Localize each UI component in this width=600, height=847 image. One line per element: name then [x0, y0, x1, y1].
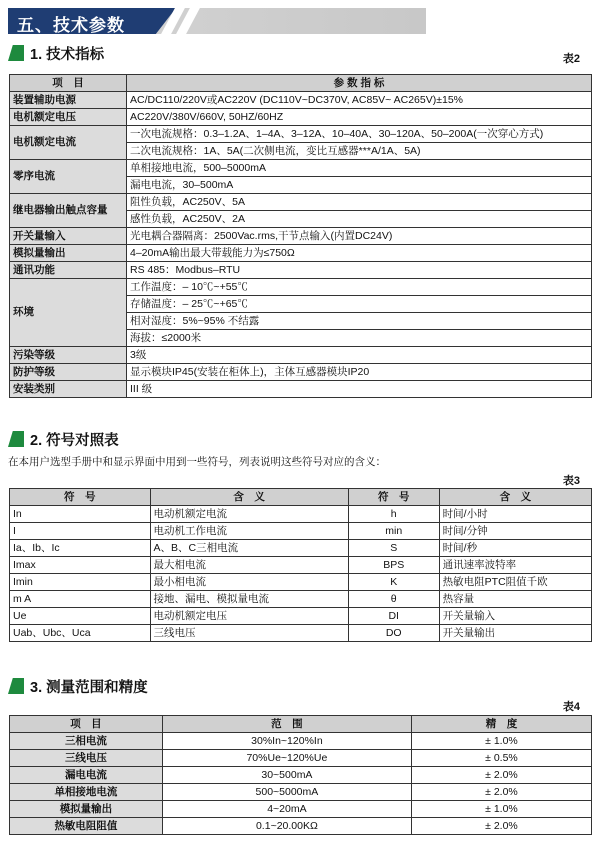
section-title: 1. 技术指标 [30, 46, 105, 63]
table-cell: 三线电压 [10, 750, 163, 767]
table-cell: 电动机额定电流 [150, 506, 348, 523]
table-row [10, 801, 592, 818]
table-cell: Ia、Ib、Ic [10, 540, 151, 557]
table-row [10, 92, 592, 109]
row-label: 装置辅助电源 [10, 92, 127, 109]
table-cell: 三线电压 [150, 625, 348, 642]
table-cell: 4~20mA [162, 801, 411, 818]
header-cell: 精 度 [411, 716, 591, 733]
section-marker-icon [8, 431, 24, 447]
table-cell: DO [348, 625, 439, 642]
table-cell: 开关量输出 [439, 625, 591, 642]
table-header-row [10, 716, 592, 733]
row-value: AC/DC110/220V或AC220V (DC110V~DC370V, AC85V~ AC265V)±15% [127, 92, 592, 109]
table-row [10, 784, 592, 801]
row-value: 工作温度：– 10℃~+55℃ [127, 279, 592, 296]
table-cell: 热敏电阻阻值 [10, 818, 163, 835]
row-label: 继电器输出触点容量 [10, 194, 127, 228]
table-number: 表2 [562, 53, 580, 65]
table-row [10, 523, 592, 540]
table-cell: I [10, 523, 151, 540]
table-cell: DI [348, 608, 439, 625]
table-row [10, 557, 592, 574]
table-row [10, 818, 592, 835]
table-cell: 500~5000mA [162, 784, 411, 801]
table-cell: 30%In~120%In [162, 733, 411, 750]
table-cell: In [10, 506, 151, 523]
table-number: 表3 [562, 475, 580, 487]
table-row [10, 591, 592, 608]
table-cell: 热容量 [439, 591, 591, 608]
table-cell: ± 0.5% [411, 750, 591, 767]
table-cell: 30~500mA [162, 767, 411, 784]
table-cell: BPS [348, 557, 439, 574]
table-cell: 通讯速率波特率 [439, 557, 591, 574]
header-cell: 符 号 [348, 489, 439, 506]
row-value: 阻性负载，AC250V、5A [127, 194, 592, 211]
spec-table [9, 74, 592, 398]
table-cell: m A [10, 591, 151, 608]
table-row [10, 733, 592, 750]
row-value: 一次电流规格：0.3–1.2A、1–4A、3–12A、10–40A、30–120A、50–200A(一次穿心方式) [127, 126, 592, 143]
table-cell: S [348, 540, 439, 557]
row-label: 模拟量输出 [10, 245, 127, 262]
intro-text: 在本用户选型手册中和显示界面中用到一些符号，列表说明这些符号对应的含义： [8, 456, 386, 468]
row-value: 3级 [127, 347, 592, 364]
table-row [10, 279, 592, 296]
section-title: 2. 符号对照表 [30, 432, 119, 449]
row-value: 光电耦合器隔离：2500Vac.rms,干节点输入(内置DC24V) [127, 228, 592, 245]
table-cell: 最大相电流 [150, 557, 348, 574]
section-heading-2 [8, 429, 119, 449]
table-row [10, 574, 592, 591]
table-cell: Ue [10, 608, 151, 625]
table-row [10, 126, 592, 143]
row-label: 电机额定电流 [10, 126, 127, 160]
table-row [10, 347, 592, 364]
row-value: 相对湿度：5%~95% 不结露 [127, 313, 592, 330]
row-value: 漏电电流，30–500mA [127, 177, 592, 194]
table-header-row [10, 75, 592, 92]
row-label: 环境 [10, 279, 127, 347]
banner-title: 五、技术参数 [17, 16, 125, 35]
row-value: 4–20mA输出最大带载能力为≤750Ω [127, 245, 592, 262]
row-value: 二次电流规格：1A、5A(二次侧电流，变比互感器***A/1A、5A) [127, 143, 592, 160]
header-cell: 范 围 [162, 716, 411, 733]
table-cell: 时间/小时 [439, 506, 591, 523]
table-row [10, 109, 592, 126]
table-cell: K [348, 574, 439, 591]
table-row [10, 364, 592, 381]
row-label: 污染等级 [10, 347, 127, 364]
row-label: 零序电流 [10, 160, 127, 194]
table-cell: 电动机工作电流 [150, 523, 348, 540]
row-label: 通讯功能 [10, 262, 127, 279]
header-cell: 含 义 [439, 489, 591, 506]
table-cell: ± 2.0% [411, 818, 591, 835]
symbol-table [9, 488, 592, 642]
table-cell: ± 2.0% [411, 784, 591, 801]
row-value: 感性负载，AC250V、2A [127, 211, 592, 228]
row-label: 开关量输入 [10, 228, 127, 245]
table-cell: A、B、C三相电流 [150, 540, 348, 557]
table-number: 表4 [562, 701, 580, 713]
row-value: III 级 [127, 381, 592, 398]
table-header-row [10, 489, 592, 506]
section-banner [8, 8, 426, 34]
table-cell: ± 2.0% [411, 767, 591, 784]
table-row [10, 228, 592, 245]
table-cell: 电动机额定电压 [150, 608, 348, 625]
section-marker-icon [8, 678, 24, 694]
row-value: 单相接地电流，500–5000mA [127, 160, 592, 177]
table-cell: 单相接地电流 [10, 784, 163, 801]
table-row [10, 262, 592, 279]
section-title: 3. 测量范围和精度 [30, 679, 148, 696]
table-row [10, 625, 592, 642]
row-value: RS 485：Modbus–RTU [127, 262, 592, 279]
section-heading-1 [8, 43, 104, 63]
header-cell: 项 目 [10, 75, 127, 92]
table-cell: 0.1~20.00KΩ [162, 818, 411, 835]
table-row [10, 767, 592, 784]
table-cell: 接地、漏电、模拟量电流 [150, 591, 348, 608]
table-cell: min [348, 523, 439, 540]
section-heading-3 [8, 676, 148, 696]
table-row [10, 608, 592, 625]
table-row [10, 540, 592, 557]
row-value: 显示模块IP45(安装在柜体上)，主体互感器模块IP20 [127, 364, 592, 381]
table-cell: 70%Ue~120%Ue [162, 750, 411, 767]
table-cell: 三相电流 [10, 733, 163, 750]
row-label: 防护等级 [10, 364, 127, 381]
range-table [9, 715, 592, 835]
table-cell: 最小相电流 [150, 574, 348, 591]
row-value: AC220V/380V/660V, 50HZ/60HZ [127, 109, 592, 126]
table-row [10, 381, 592, 398]
table-cell: 模拟量输出 [10, 801, 163, 818]
table-row [10, 750, 592, 767]
table-cell: Imin [10, 574, 151, 591]
table-row [10, 160, 592, 177]
row-label: 电机额定电压 [10, 109, 127, 126]
table-cell: Uab、Ubc、Uca [10, 625, 151, 642]
table-cell: 时间/分钟 [439, 523, 591, 540]
row-value: 海拔：≤2000米 [127, 330, 592, 347]
table-cell: ± 1.0% [411, 733, 591, 750]
table-row [10, 506, 592, 523]
table-cell: Imax [10, 557, 151, 574]
header-cell: 符 号 [10, 489, 151, 506]
table-cell: 时间/秒 [439, 540, 591, 557]
table-cell: 漏电电流 [10, 767, 163, 784]
header-cell: 含 义 [150, 489, 348, 506]
section-marker-icon [8, 45, 24, 61]
table-cell: θ [348, 591, 439, 608]
row-value: 存储温度：– 25℃~+65℃ [127, 296, 592, 313]
header-cell: 参 数 指 标 [127, 75, 592, 92]
table-cell: 热敏电阻PTC阻值千欧 [439, 574, 591, 591]
table-cell: ± 1.0% [411, 801, 591, 818]
row-label: 安装类别 [10, 381, 127, 398]
table-row [10, 245, 592, 262]
table-cell: 开关量输入 [439, 608, 591, 625]
table-row [10, 194, 592, 211]
header-cell: 项 目 [10, 716, 163, 733]
table-cell: h [348, 506, 439, 523]
